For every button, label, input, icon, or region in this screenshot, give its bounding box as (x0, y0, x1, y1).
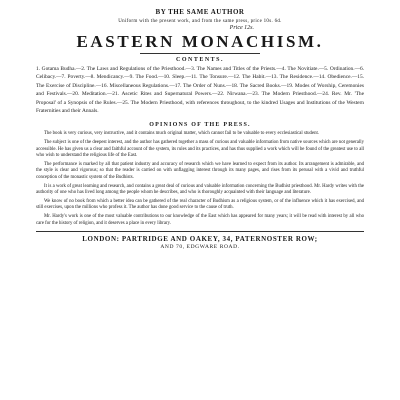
book-title: EASTERN MONACHISM. (76, 32, 324, 51)
review-paragraph: We know of no book from which a better idea can be gathered of the real character of Budhism as a religious system, or of the influence which it has exercised, and still exercises, upon the millions who profess it. The author has done good service to the cause of truth. (36, 198, 364, 211)
by-same-author-heading: BY THE SAME AUTHOR (155, 8, 245, 16)
publisher-imprint: LONDON: PARTRIDGE AND OAKEY, 34, PATERNOSTER ROW; (82, 235, 318, 244)
review-paragraph: Mr. Hardy's work is one of the most valuable contributions to our knowledge of the East which has appeared for many years; it will be read with interest by all who care for the history of religion, and it deserves a place in every library. (36, 213, 364, 226)
publisher-address: AND 70, EDGWARE ROAD. (160, 244, 240, 251)
title-rule (140, 53, 260, 54)
contents-heading: CONTENTS. (175, 57, 224, 63)
uniform-edition-line: Uniform with the present work, and from the same press, price 10s. 6d. (118, 19, 282, 24)
contents-text: 1. Gotama Budha.—2. The Laws and Regulations of the Priesthood.—3. The Names and Titles of the Priests.—4. The Novitiate.—5. Ordination.—6. Celibacy.—7. Poverty.—8. Mendicancy.—9. The Food.—10. Sleep.—11. The Tonsure.—12. The Habit.—13. The Residence.—14. Obedience.—15. The Exercise of Discipline.—16. Miscellaneous Regulations.—17. The Order of Nuns.—18. The Sacred Books.—19. Modes of Worship, Ceremonies and Festivals.—20. Meditation.—21. Ascetic Rites and Supernatural Powers.—22. Nirwana.—23. The Modern Priesthood.—24. Rev. Mr. 'The Proposal' of a Synopsis of the Rules.—25. The Modern Priesthood, with references throughout, to the kindred Usages and Institutions of the Western Fraternities and their Annals. (36, 66, 364, 115)
imprint-rule (36, 231, 364, 232)
opinions-heading: OPINIONS OF THE PRESS. (149, 122, 251, 129)
review-paragraph: The subject is one of the deepest interest, and the author has gathered together a mass of curious and valuable information from native sources which are not generally accessible. He has given us a clear and faithful account of the system, its rules and its practices, and has thus supplied a work which will be found of the greatest use to all who wish to understand the religious life of the East. (36, 140, 364, 159)
review-paragraph: The book is very curious, very instructive, and it contains much original matter, which cannot fail to be valuable to every ecclesiastical student. (44, 131, 320, 137)
review-paragraph: The performance is marked by all that patient industry and accuracy of research which we have learned to expect from its author. Its arrangement is admirable, and the style is clear and vigorous; so that the reader is carried on with unflagging interest through its many pages, and rises from its perusal with a vivid and truthful conception of the monastic system of the Budhists. (36, 161, 364, 180)
review-paragraph: It is a work of great learning and research, and contains a great deal of curious and valuable information concerning the Budhist priesthood. Mr. Hardy writes with the authority of one who has lived long among the people whom he describes, and who is thoroughly acquainted with their language and literature. (36, 183, 364, 196)
price-line: Price 12s. (229, 25, 254, 31)
